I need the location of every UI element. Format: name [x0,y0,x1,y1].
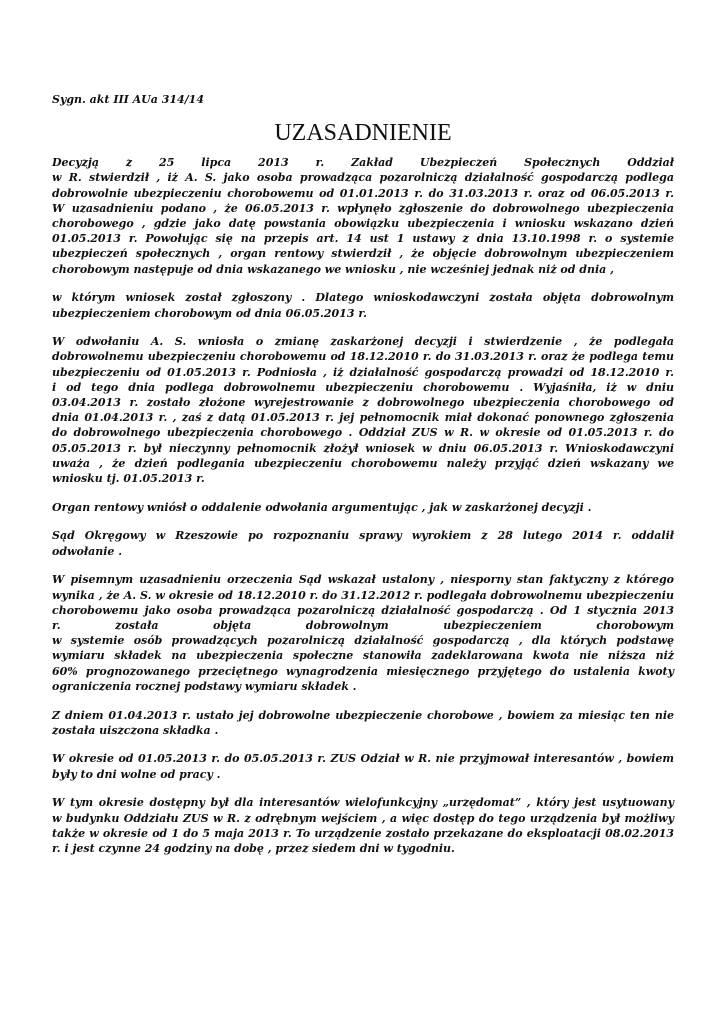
paragraph-line: w budynku Oddziału ZUS w R. z odrębnym wejściem , a więc dostęp do tego urządzenia był możliwy [52,811,674,825]
paragraph-line: 03.04.2013 r. zostało złożone wyrejestrowanie z dobrowolnego ubezpieczenia chorobowego od [52,396,674,410]
paragraph-line: r. i jest czynne 24 godziny na dobę , przez siedem dni w tygodniu. [52,841,455,855]
paragraph-line: dnia 01.04.2013 r. , zaś z datą 01.05.2013 r. jej pełnomocnik miał dokonać ponownego zgłoszenia [52,411,674,425]
paragraph-line: w którym wniosek został zgłoszony . Dlatego wnioskodawczyni została objęta dobrowolnym [52,291,674,305]
paragraph-line: były to dni wolne od pracy . [52,767,221,781]
document-title: UZASADNIENIE [274,120,452,147]
paragraph-line: dobrowolnemu ubezpieczeniu chorobowemu od 18.12.2010 r. do 31.03.2013 r. oraz że podlega temu [52,350,674,364]
paragraph-line: ubezpieczeniu od 01.05.2013 r. Podniosła , iż działalność gospodarczą prowadzi od 18.12.2010 r. [52,365,674,379]
paragraph-line: wynika , że A. S. w okresie od 18.12.2010 r. do 31.12.2012 r. podlegała dobrowolnemu ubezpieczeniu [52,588,674,602]
paragraph-line: wniosku tj. 01.05.2013 r. [52,472,205,486]
paragraph-line: wymiaru składek na ubezpieczenia społeczne stanowiła zadeklarowana kwota nie niższa niż [52,649,674,663]
paragraph-line: także w okresie od 1 do 5 maja 2013 r. To urządzenie zostało przekazane do eksploatacji 08.02.2013 [52,826,674,840]
paragraph-line: W tym okresie dostępny był dla interesantów wielofunkcyjny „urzędomat” , który jest usytuowany [52,796,674,810]
paragraph-line: 60% prognozowanego przeciętnego wynagrodzenia miesięcznego przyjętego do ustalenia kwoty [52,664,674,678]
paragraph-line: w R. stwierdził , iż A. S. jako osoba prowadząca pozarolniczą działalność gospodarczą podlega [52,171,674,185]
case-signature: Sygn. akt III AUa 314/14 [52,93,204,106]
paragraph-line: Sąd Okręgowy w Rzeszowie po rozpoznaniu sprawy wyrokiem z 28 lutego 2014 r. oddalił [52,529,674,543]
paragraph [52,290,674,320]
paragraph [52,155,674,277]
paragraph-line: r. została objęta dobrowolnym ubezpieczeniem chorobowym [52,618,674,632]
paragraph-line: 05.05.2013 r. był nieczynny pełnomocnik złożył wniosek w dniu 06.05.2013 r. Wnioskodawczyni [52,441,674,455]
paragraph [52,572,674,694]
document-body [52,155,674,856]
paragraph-line: W odwołaniu A. S. wniosła o zmianę zaskarżonej decyzji i stwierdzenie , że podlegała [52,335,674,349]
paragraph [52,708,674,738]
paragraph-line: Z dniem 01.04.2013 r. ustało jej dobrowolne ubezpieczenie chorobowe , bowiem za miesiąc ten nie [52,708,674,722]
paragraph-line: W uzasadnieniu podano , że 06.05.2013 r. wpłynęło zgłoszenie do dobrowolnego ubezpieczenia [52,201,674,215]
paragraph [52,795,674,856]
paragraph [52,334,674,486]
paragraph-line: i od tego dnia podlega dobrowolnemu ubezpieczeniu chorobowemu . Wyjaśniła, iż w dniu [52,380,674,394]
paragraph-line: uważa , że dzień podlegania ubezpieczeniu chorobowemu należy przyjąć dzień wskazany we [52,456,674,470]
document-page [52,92,674,870]
paragraph-line: odwołanie . [52,544,123,558]
paragraph-line: w systemie osób prowadzących pozarolniczą działalność gospodarczą , dla których podstawę [52,634,674,648]
paragraph-line: Decyzją z 25 lipca 2013 r. Zakład Ubezpieczeń Społecznych Oddział [52,156,674,170]
paragraph-line: do dobrowolnego ubezpieczenia chorobowego . Oddział ZUS w R. w okresie od 01.05.2013 r. do [52,426,674,440]
paragraph-line: została uiszczona składka . [52,723,219,737]
paragraph-line: ubezpieczeniem chorobowym od dnia 06.05.2013 r. [52,306,367,320]
paragraph [52,528,674,558]
paragraph-line: ograniczenia rocznej podstawy wymiaru składek . [52,679,357,693]
paragraph-line: 01.05.2013 r. Powołując się na przepis art. 14 ust 1 ustawy z dnia 13.10.1998 r. o systemie [52,232,674,246]
paragraph-line: chorobowemu jako osoba prowadząca pozarolniczą działalność gospodarczą . Od 1 stycznia 2013 [52,603,674,617]
paragraph-line: chorobowego , gdzie jako datę powstania obowiązku ubezpieczenia i wniosku wskazano dzień [52,217,674,231]
paragraph [52,500,674,515]
paragraph [52,751,674,781]
paragraph-line: dobrowolnie ubezpieczeniu chorobowemu od 01.01.2013 r. do 31.03.2013 r. oraz od 06.05.2013 r. [52,186,674,200]
paragraph-line: chorobowym następuje od dnia wskazanego we wniosku , nie wcześniej jednak niż od dnia , [52,262,614,276]
paragraph-line: ubezpieczeń społecznych , organ rentowy stwierdził , że objęcie dobrowolnym ubezpieczeniem [52,247,674,261]
paragraph-line: Organ rentowy wniósł o oddalenie odwołania argumentując , jak w zaskarżonej decyzji . [52,500,592,514]
paragraph-line: W pisemnym uzasadnieniu orzeczenia Sąd wskazał ustalony , niesporny stan faktyczny z którego [52,573,674,587]
paragraph-line: W okresie od 01.05.2013 r. do 05.05.2013 r. ZUS Odział w R. nie przyjmował interesantów , bowiem [52,752,674,766]
